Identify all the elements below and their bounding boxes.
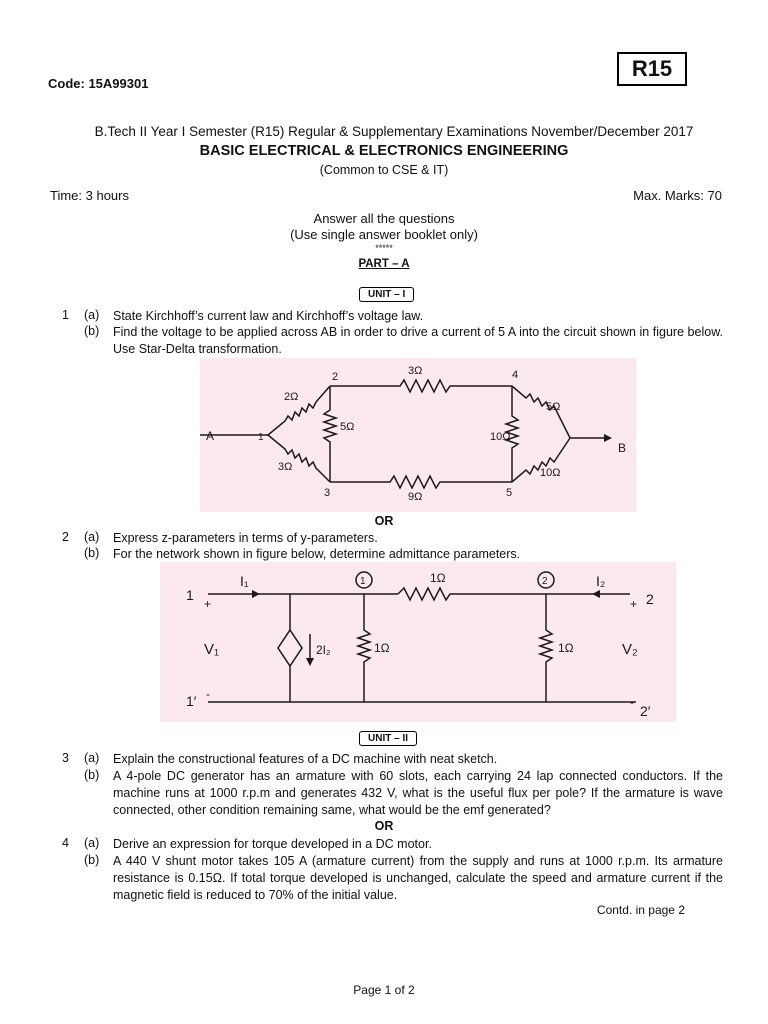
fig2-v2: V₂ [622, 641, 638, 658]
separator-stars: ***** [375, 243, 393, 253]
fig2-source: 2I₂ [316, 643, 331, 657]
fig2-minus-1: - [206, 687, 210, 701]
fig1-label-a: A [206, 429, 215, 443]
q1b-text: Find the voltage to be applied across AB in order to drive a current of 5 A into the circuit shown in figure below. Use Star-Delta transformation. [113, 325, 723, 356]
fig2-port-2-prime: 2′ [640, 703, 651, 719]
unit-1-badge: UNIT – I [359, 287, 414, 302]
q1-number: 1 [62, 308, 69, 322]
fig1-node-4: 4 [512, 369, 519, 381]
fig1-r-12: 2Ω [284, 391, 299, 403]
part-a-title: PART – A [358, 258, 410, 270]
fig1-node-3: 3 [324, 487, 331, 499]
instruction-2: (Use single answer booklet only) [290, 227, 478, 242]
q2b-text: For the network shown in figure below, determine admittance parameters. [113, 547, 521, 561]
fig1-node-5: 5 [506, 487, 513, 499]
subject-title: BASIC ELECTRICAL & ELECTRONICS ENGINEERING [199, 143, 569, 159]
fig2-plus-1: + [204, 597, 212, 611]
q1a-text: State Kirchhoff’s current law and Kirchhoff’s voltage law. [113, 309, 424, 323]
instruction-1: Answer all the questions [313, 211, 455, 226]
page-number: Page 1 of 2 [353, 983, 415, 997]
figure-2-network [160, 562, 676, 722]
fig2-port-1-prime: 1′ [186, 693, 197, 709]
q3a-text: Explain the constructional features of a DC machine with neat sketch. [113, 752, 498, 766]
fig1-r-35: 9Ω [408, 491, 423, 503]
q4a-label: (a) [84, 836, 100, 850]
figure-1-circuit [200, 358, 636, 512]
fig1-r-4b: 5Ω [546, 401, 561, 413]
q2a-label: (a) [84, 530, 100, 544]
q3a-label: (a) [84, 751, 100, 765]
max-marks: Max. Marks: 70 [633, 188, 722, 203]
fig2-r-shunt1: 1Ω [374, 641, 390, 655]
exam-code: Code: 15A99301 [48, 76, 149, 91]
fig2-node-2: 2 [542, 576, 548, 587]
fig2-port-2: 2 [646, 591, 654, 607]
fig2-plus-2: + [630, 597, 638, 611]
q4-number: 4 [62, 836, 69, 850]
q2b-label: (b) [84, 546, 100, 560]
fig2-r-series: 1Ω [430, 571, 446, 585]
or-separator-1: OR [374, 514, 394, 528]
time-allowed: Time: 3 hours [50, 188, 129, 203]
fig2-minus-2: - [630, 695, 634, 709]
q1a-label: (a) [84, 308, 100, 322]
q2-number: 2 [62, 530, 69, 544]
fig1-r-5b: 10Ω [540, 467, 561, 479]
fig1-label-b: B [618, 441, 627, 455]
or-separator-2: OR [374, 819, 394, 833]
regulation-badge: R15 [617, 52, 687, 86]
fig2-r-shunt2: 1Ω [558, 641, 574, 655]
unit-2-badge: UNIT – II [359, 731, 417, 746]
fig1-r-24: 3Ω [408, 365, 423, 377]
q4a-text: Derive an expression for torque developed in a DC motor. [113, 837, 432, 851]
common-to: (Common to CSE & IT) [319, 163, 449, 177]
q2a-text: Express z-parameters in terms of y-parameters. [113, 531, 378, 545]
fig1-r-45: 10Ω [490, 431, 511, 443]
fig2-v1: V₁ [204, 641, 220, 658]
fig2-port-1: 1 [186, 587, 194, 603]
q4b-text: A 440 V shunt motor takes 105 A (armature current) from the supply and runs at 1000 r.p.m. Its armature resistance is 0.15Ω. If total torque developed is unchanged, calculate the speed and armature current if the magnetic field is reduced to 70% of the initial value. [113, 854, 723, 902]
q1b-label: (b) [84, 324, 100, 338]
fig1-r-23: 5Ω [340, 421, 355, 433]
continued-note: Contd. in page 2 [596, 903, 685, 917]
q4b-label: (b) [84, 853, 100, 867]
fig2-i1: I₁ [240, 573, 249, 589]
fig1-node-2: 2 [332, 371, 339, 383]
q3-number: 3 [62, 751, 69, 765]
exam-line: B.Tech II Year I Semester (R15) Regular & Supplementary Examinations November/December 2017 [94, 124, 694, 139]
fig1-r-13: 3Ω [278, 461, 293, 473]
fig2-i2: I₂ [596, 573, 606, 589]
q3b-label: (b) [84, 768, 100, 782]
q3b-text: A 4-pole DC generator has an armature with 60 slots, each carrying 24 lap connected conductors. If the machine runs at 1000 r.p.m and generates 432 V, what is the useful flux per pole? If the armature is wave connected, other condition remaining same, what would be the emf generated? [113, 769, 723, 817]
fig2-node-1: 1 [360, 576, 366, 587]
fig1-node-1: 1 [258, 432, 264, 443]
